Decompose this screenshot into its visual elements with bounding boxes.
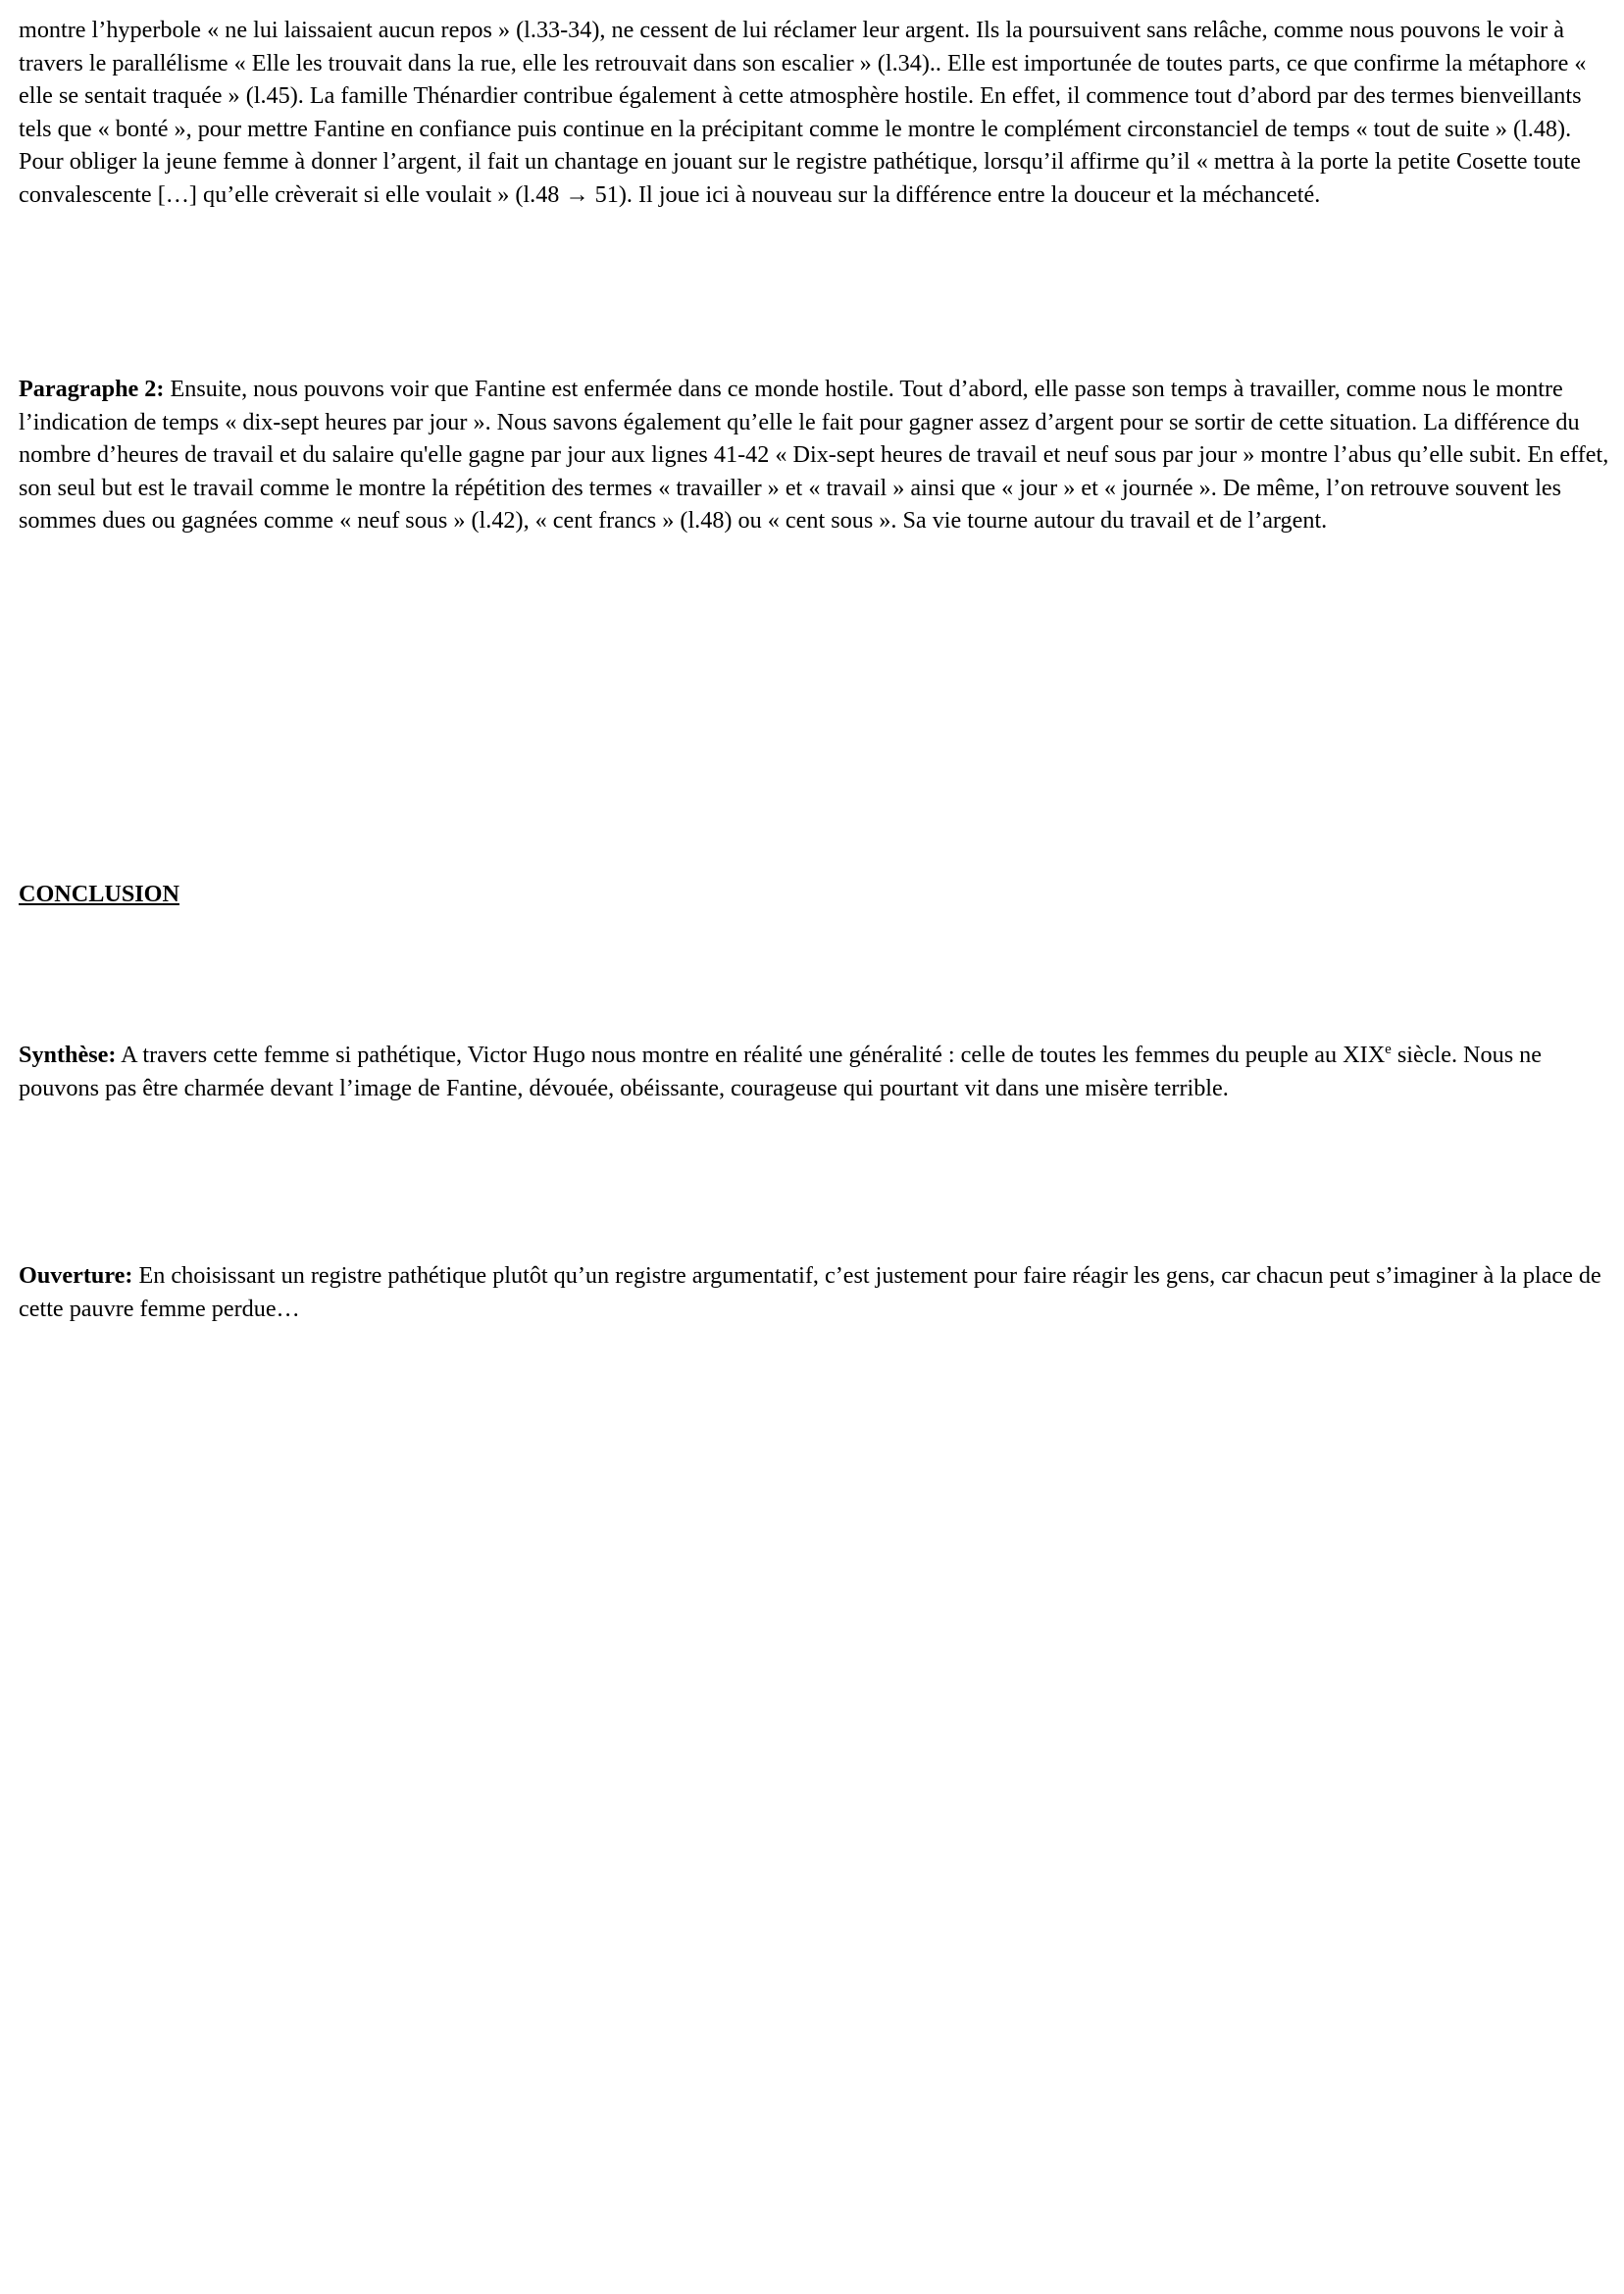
conclusion-heading: CONCLUSION bbox=[19, 881, 179, 907]
paragraph-2 bbox=[19, 373, 1613, 537]
paragraph-2-text: Ensuite, nous pouvons voir que Fantine est enfermée dans ce monde hostile. Tout d’abord, elle passe son temps à travailler, comme nous le montre l’indication de temps « dix-sept heures par jour ». Nous savons également qu’elle le fait pour gagner assez d’argent pour se sortir de cette situation. La différence du nombre d’heures de travail et du salaire qu'elle gagne par jour aux lignes 41-42 « Dix-sept heures de travail et neuf sous par jour » montre l’abus qu’elle subit. En effet, son seul but est le travail comme le montre la répétition des termes « travailler » et « travail » ainsi que « jour » et « journée ». De même, l’on retrouve souvent les sommes dues ou gagnées comme « neuf sous » (l.42), « cent francs » (l.48) ou « cent sous ». Sa vie tourne autour du travail et de l’argent. bbox=[19, 376, 1609, 534]
paragraph-2-label: Paragraphe 2: bbox=[19, 376, 165, 402]
synthese-label: Synthèse: bbox=[19, 1042, 117, 1068]
ouverture-text: En choisissant un registre pathétique plutôt qu’un registre argumentatif, c’est justement pour faire réagir les gens, car chacun peut s’imaginer à la place de cette pauvre femme perdue… bbox=[19, 1262, 1601, 1322]
synthese-text-after: siècle. Nous ne pouvons pas être charmée devant l’image de Fantine, dévouée, obéissante, courageuse qui pourtant vit dans une misère terrible. bbox=[19, 1042, 1542, 1101]
synthese-superscript: e bbox=[1385, 1041, 1392, 1057]
ouverture-label: Ouverture: bbox=[19, 1262, 133, 1289]
synthese-text-before: A travers cette femme si pathétique, Victor Hugo nous montre en réalité une généralité : celle de toutes les femmes du peuple au XIX bbox=[116, 1042, 1386, 1068]
ouverture-paragraph bbox=[19, 1259, 1613, 1325]
synthese-paragraph bbox=[19, 1039, 1613, 1104]
paragraph-1-continued: montre l’hyperbole « ne lui laissaient aucun repos » (l.33-34), ne cessent de lui réclamer leur argent. Ils la poursuivent sans relâche, comme nous pouvons le voir à travers le parallélisme « Elle les trouvait dans la rue, elle les retrouvait dans son escalier » (l.34).. Elle est importunée de toutes parts, ce que confirme la métaphore « elle se sentait traquée » (l.45). La famille Thénardier contribue également à cette atmosphère hostile. En effet, il commence tout d’abord par des termes bienveillants tels que « bonté », pour mettre Fantine en confiance puis continue en la précipitant comme le montre le complément circonstanciel de temps « tout de suite » (l.48). Pour obliger la jeune femme à donner l’argent, il fait un chantage en jouant sur le registre pathétique, lorsqu’il affirme qu’il « mettra à la porte la petite Cosette toute convalescente […] qu’elle crèverait si elle voulait » (l.48 → 51). Il joue ici à nouveau sur la différence entre la douceur et la méchanceté. bbox=[19, 17, 1587, 208]
